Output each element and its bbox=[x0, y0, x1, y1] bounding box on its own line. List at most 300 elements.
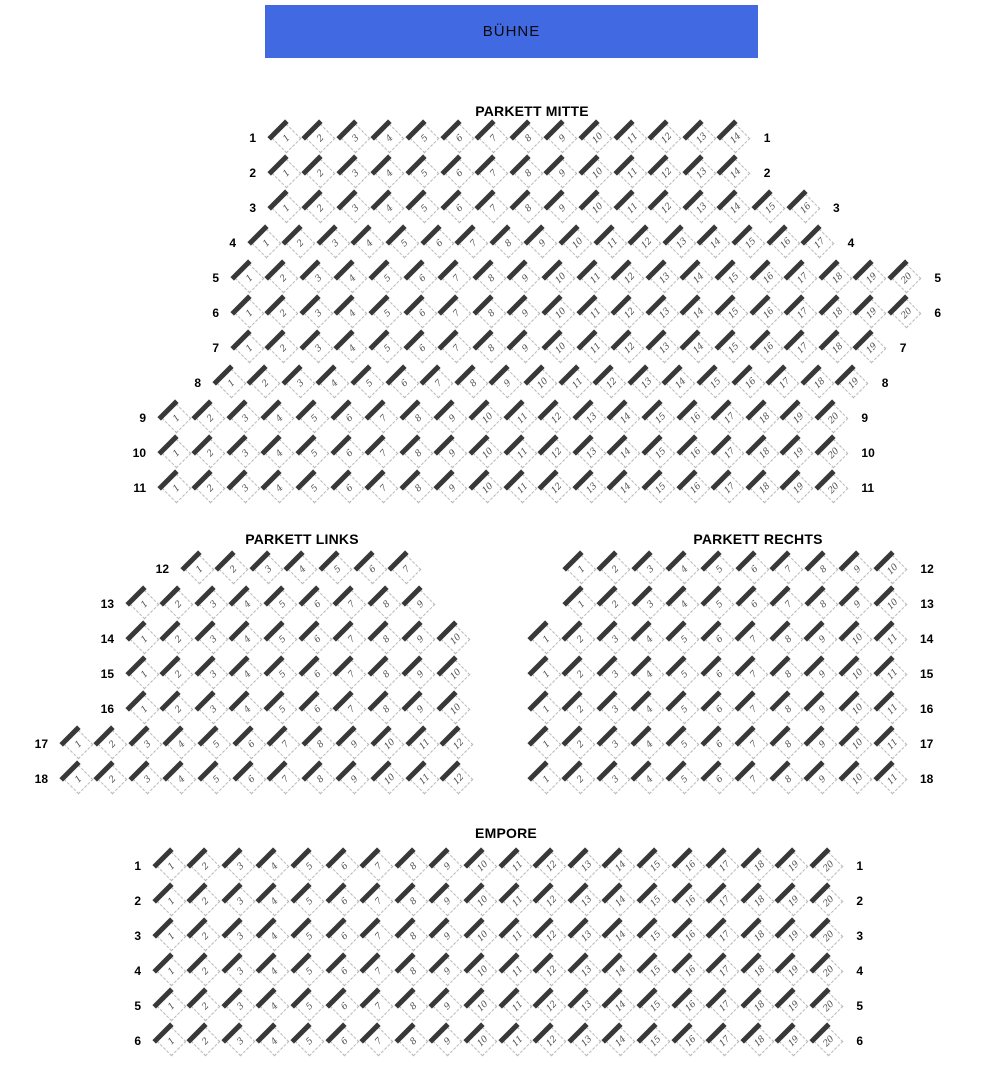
seat-parkett-mitte-row3-num2[interactable] bbox=[305, 192, 337, 224]
seat-parkett-mitte-row3-num10[interactable] bbox=[581, 192, 613, 224]
seat-parkett-mitte-row3-num7[interactable] bbox=[478, 192, 510, 224]
seat-parkett-rechts-row15-num1[interactable] bbox=[530, 658, 562, 690]
seat-parkett-mitte-row10-num12[interactable] bbox=[541, 437, 573, 469]
seat-empore-row3-num13[interactable] bbox=[570, 920, 602, 952]
seat-parkett-links-row14-num10[interactable] bbox=[439, 623, 471, 655]
seat-parkett-mitte-row1-num9[interactable] bbox=[547, 122, 579, 154]
seat-parkett-mitte-row4-num7[interactable] bbox=[458, 227, 490, 259]
seat-parkett-mitte-row11-num3[interactable] bbox=[229, 472, 261, 504]
seat-empore-row5-num2[interactable] bbox=[190, 990, 222, 1022]
seat-parkett-links-row17-num6[interactable] bbox=[235, 728, 267, 760]
seat-parkett-rechts-row15-num6[interactable] bbox=[703, 658, 735, 690]
seat-empore-row6-num6[interactable] bbox=[328, 1025, 360, 1057]
seat-empore-row4-num15[interactable] bbox=[639, 955, 671, 987]
seat-empore-row4-num14[interactable] bbox=[605, 955, 637, 987]
seat-parkett-rechts-row14-num8[interactable] bbox=[772, 623, 804, 655]
seat-parkett-mitte-row9-num16[interactable] bbox=[679, 402, 711, 434]
seat-parkett-mitte-row7-num13[interactable] bbox=[648, 332, 680, 364]
seat-parkett-mitte-row8-num14[interactable] bbox=[665, 367, 697, 399]
seat-empore-row5-num1[interactable] bbox=[155, 990, 187, 1022]
seat-parkett-rechts-row15-num10[interactable] bbox=[841, 658, 873, 690]
seat-empore-row2-num6[interactable] bbox=[328, 885, 360, 917]
seat-parkett-rechts-row13-num3[interactable] bbox=[634, 588, 666, 620]
seat-parkett-mitte-row2-num2[interactable] bbox=[305, 157, 337, 189]
seat-empore-row1-num17[interactable] bbox=[709, 850, 741, 882]
seat-parkett-rechts-row16-num8[interactable] bbox=[772, 693, 804, 725]
seat-parkett-links-row17-num2[interactable] bbox=[97, 728, 129, 760]
seat-parkett-mitte-row7-num16[interactable] bbox=[752, 332, 784, 364]
seat-parkett-links-row14-num2[interactable] bbox=[163, 623, 195, 655]
seat-parkett-mitte-row10-num7[interactable] bbox=[368, 437, 400, 469]
seat-parkett-mitte-row5-num20[interactable] bbox=[890, 262, 922, 294]
seat-parkett-mitte-row10-num4[interactable] bbox=[264, 437, 296, 469]
seat-parkett-rechts-row17-num1[interactable] bbox=[530, 728, 562, 760]
seat-parkett-mitte-row9-num19[interactable] bbox=[783, 402, 815, 434]
seat-parkett-mitte-row5-num11[interactable] bbox=[579, 262, 611, 294]
seat-parkett-links-row17-num3[interactable] bbox=[131, 728, 163, 760]
seat-parkett-mitte-row6-num9[interactable] bbox=[510, 297, 542, 329]
seat-empore-row4-num2[interactable] bbox=[190, 955, 222, 987]
seat-parkett-links-row18-num7[interactable] bbox=[270, 763, 302, 795]
seat-parkett-mitte-row3-num15[interactable] bbox=[754, 192, 786, 224]
seat-empore-row2-num16[interactable] bbox=[674, 885, 706, 917]
seat-parkett-mitte-row5-num8[interactable] bbox=[475, 262, 507, 294]
seat-empore-row5-num5[interactable] bbox=[293, 990, 325, 1022]
seat-parkett-mitte-row10-num5[interactable] bbox=[298, 437, 330, 469]
seat-parkett-mitte-row2-num11[interactable] bbox=[616, 157, 648, 189]
seat-parkett-mitte-row9-num20[interactable] bbox=[817, 402, 849, 434]
seat-parkett-mitte-row7-num5[interactable] bbox=[371, 332, 403, 364]
seat-parkett-rechts-row18-num7[interactable] bbox=[738, 763, 770, 795]
seat-parkett-rechts-row17-num6[interactable] bbox=[703, 728, 735, 760]
seat-empore-row6-num16[interactable] bbox=[674, 1025, 706, 1057]
seat-parkett-rechts-row12-num4[interactable] bbox=[669, 553, 701, 585]
seat-parkett-links-row18-num3[interactable] bbox=[131, 763, 163, 795]
seat-parkett-mitte-row5-num4[interactable] bbox=[337, 262, 369, 294]
seat-empore-row3-num4[interactable] bbox=[259, 920, 291, 952]
seat-empore-row4-num20[interactable] bbox=[812, 955, 844, 987]
seat-parkett-links-row16-num8[interactable] bbox=[370, 693, 402, 725]
seat-parkett-mitte-row9-num3[interactable] bbox=[229, 402, 261, 434]
seat-parkett-mitte-row8-num5[interactable] bbox=[353, 367, 385, 399]
seat-parkett-links-row18-num4[interactable] bbox=[166, 763, 198, 795]
seat-parkett-mitte-row10-num18[interactable] bbox=[748, 437, 780, 469]
seat-parkett-mitte-row5-num1[interactable] bbox=[233, 262, 265, 294]
seat-parkett-links-row12-num7[interactable] bbox=[391, 553, 423, 585]
seat-empore-row6-num15[interactable] bbox=[639, 1025, 671, 1057]
seat-empore-row2-num3[interactable] bbox=[224, 885, 256, 917]
seat-parkett-mitte-row6-num5[interactable] bbox=[371, 297, 403, 329]
seat-parkett-mitte-row9-num5[interactable] bbox=[298, 402, 330, 434]
seat-parkett-mitte-row1-num14[interactable] bbox=[720, 122, 752, 154]
seat-empore-row2-num9[interactable] bbox=[432, 885, 464, 917]
seat-parkett-mitte-row4-num5[interactable] bbox=[388, 227, 420, 259]
seat-parkett-mitte-row9-num18[interactable] bbox=[748, 402, 780, 434]
seat-parkett-mitte-row7-num6[interactable] bbox=[406, 332, 438, 364]
seat-parkett-mitte-row4-num10[interactable] bbox=[561, 227, 593, 259]
seat-parkett-mitte-row8-num11[interactable] bbox=[561, 367, 593, 399]
seat-parkett-mitte-row11-num9[interactable] bbox=[437, 472, 469, 504]
seat-parkett-links-row12-num6[interactable] bbox=[356, 553, 388, 585]
seat-parkett-rechts-row18-num6[interactable] bbox=[703, 763, 735, 795]
seat-parkett-links-row17-num8[interactable] bbox=[304, 728, 336, 760]
seat-parkett-links-row13-num8[interactable] bbox=[370, 588, 402, 620]
seat-parkett-mitte-row8-num15[interactable] bbox=[699, 367, 731, 399]
seat-parkett-mitte-row6-num15[interactable] bbox=[717, 297, 749, 329]
seat-parkett-links-row17-num11[interactable] bbox=[408, 728, 440, 760]
seat-empore-row1-num13[interactable] bbox=[570, 850, 602, 882]
seat-empore-row3-num2[interactable] bbox=[190, 920, 222, 952]
seat-empore-row5-num4[interactable] bbox=[259, 990, 291, 1022]
seat-parkett-rechts-row16-num10[interactable] bbox=[841, 693, 873, 725]
seat-empore-row2-num2[interactable] bbox=[190, 885, 222, 917]
seat-parkett-mitte-row7-num15[interactable] bbox=[717, 332, 749, 364]
seat-parkett-mitte-row11-num5[interactable] bbox=[298, 472, 330, 504]
seat-parkett-rechts-row16-num9[interactable] bbox=[807, 693, 839, 725]
seat-parkett-mitte-row10-num15[interactable] bbox=[644, 437, 676, 469]
seat-parkett-rechts-row12-num8[interactable] bbox=[807, 553, 839, 585]
seat-empore-row5-num10[interactable] bbox=[466, 990, 498, 1022]
seat-empore-row6-num7[interactable] bbox=[363, 1025, 395, 1057]
seat-parkett-mitte-row7-num18[interactable] bbox=[821, 332, 853, 364]
seat-empore-row2-num4[interactable] bbox=[259, 885, 291, 917]
seat-parkett-mitte-row8-num2[interactable] bbox=[250, 367, 282, 399]
seat-parkett-links-row13-num4[interactable] bbox=[232, 588, 264, 620]
seat-parkett-mitte-row11-num12[interactable] bbox=[541, 472, 573, 504]
seat-parkett-links-row15-num9[interactable] bbox=[405, 658, 437, 690]
seat-empore-row1-num18[interactable] bbox=[743, 850, 775, 882]
seat-parkett-mitte-row6-num10[interactable] bbox=[544, 297, 576, 329]
seat-parkett-mitte-row11-num2[interactable] bbox=[195, 472, 227, 504]
seat-empore-row3-num18[interactable] bbox=[743, 920, 775, 952]
seat-parkett-mitte-row7-num12[interactable] bbox=[614, 332, 646, 364]
seat-parkett-mitte-row8-num6[interactable] bbox=[388, 367, 420, 399]
seat-parkett-mitte-row11-num6[interactable] bbox=[333, 472, 365, 504]
seat-empore-row4-num8[interactable] bbox=[397, 955, 429, 987]
seat-empore-row3-num19[interactable] bbox=[778, 920, 810, 952]
seat-parkett-mitte-row11-num14[interactable] bbox=[610, 472, 642, 504]
seat-empore-row6-num8[interactable] bbox=[397, 1025, 429, 1057]
seat-parkett-mitte-row7-num8[interactable] bbox=[475, 332, 507, 364]
seat-empore-row6-num14[interactable] bbox=[605, 1025, 637, 1057]
seat-parkett-links-row16-num5[interactable] bbox=[266, 693, 298, 725]
seat-parkett-rechts-row12-num7[interactable] bbox=[773, 553, 805, 585]
seat-parkett-links-row15-num10[interactable] bbox=[439, 658, 471, 690]
seat-parkett-mitte-row9-num13[interactable] bbox=[575, 402, 607, 434]
seat-parkett-mitte-row9-num11[interactable] bbox=[506, 402, 538, 434]
seat-parkett-mitte-row2-num1[interactable] bbox=[270, 157, 302, 189]
seat-parkett-mitte-row8-num13[interactable] bbox=[630, 367, 662, 399]
seat-parkett-mitte-row3-num1[interactable] bbox=[270, 192, 302, 224]
seat-parkett-mitte-row8-num16[interactable] bbox=[734, 367, 766, 399]
seat-parkett-links-row13-num2[interactable] bbox=[163, 588, 195, 620]
seat-parkett-links-row16-num2[interactable] bbox=[163, 693, 195, 725]
seat-empore-row5-num7[interactable] bbox=[363, 990, 395, 1022]
seat-parkett-mitte-row8-num19[interactable] bbox=[838, 367, 870, 399]
seat-empore-row3-num7[interactable] bbox=[363, 920, 395, 952]
seat-parkett-mitte-row3-num4[interactable] bbox=[374, 192, 406, 224]
seat-empore-row6-num5[interactable] bbox=[293, 1025, 325, 1057]
seat-parkett-mitte-row9-num17[interactable] bbox=[714, 402, 746, 434]
seat-parkett-links-row18-num5[interactable] bbox=[200, 763, 232, 795]
seat-empore-row6-num20[interactable] bbox=[812, 1025, 844, 1057]
seat-empore-row5-num19[interactable] bbox=[778, 990, 810, 1022]
seat-parkett-mitte-row5-num16[interactable] bbox=[752, 262, 784, 294]
seat-parkett-mitte-row4-num6[interactable] bbox=[423, 227, 455, 259]
seat-empore-row1-num20[interactable] bbox=[812, 850, 844, 882]
seat-parkett-mitte-row11-num17[interactable] bbox=[714, 472, 746, 504]
seat-empore-row6-num13[interactable] bbox=[570, 1025, 602, 1057]
seat-parkett-rechts-row14-num1[interactable] bbox=[530, 623, 562, 655]
seat-parkett-links-row16-num1[interactable] bbox=[128, 693, 160, 725]
seat-parkett-mitte-row11-num18[interactable] bbox=[748, 472, 780, 504]
seat-parkett-rechts-row13-num9[interactable] bbox=[842, 588, 874, 620]
seat-parkett-rechts-row16-num11[interactable] bbox=[876, 693, 908, 725]
seat-parkett-mitte-row4-num11[interactable] bbox=[596, 227, 628, 259]
seat-empore-row6-num12[interactable] bbox=[536, 1025, 568, 1057]
seat-empore-row4-num1[interactable] bbox=[155, 955, 187, 987]
seat-empore-row6-num18[interactable] bbox=[743, 1025, 775, 1057]
seat-empore-row5-num12[interactable] bbox=[536, 990, 568, 1022]
seat-parkett-rechts-row18-num10[interactable] bbox=[841, 763, 873, 795]
seat-parkett-links-row14-num9[interactable] bbox=[405, 623, 437, 655]
seat-empore-row3-num8[interactable] bbox=[397, 920, 429, 952]
seat-parkett-links-row17-num1[interactable] bbox=[62, 728, 94, 760]
seat-parkett-rechts-row14-num4[interactable] bbox=[634, 623, 666, 655]
seat-empore-row3-num3[interactable] bbox=[224, 920, 256, 952]
seat-parkett-mitte-row11-num13[interactable] bbox=[575, 472, 607, 504]
seat-parkett-rechts-row18-num5[interactable] bbox=[668, 763, 700, 795]
seat-parkett-mitte-row6-num18[interactable] bbox=[821, 297, 853, 329]
seat-empore-row3-num1[interactable] bbox=[155, 920, 187, 952]
seat-parkett-mitte-row1-num5[interactable] bbox=[408, 122, 440, 154]
seat-parkett-mitte-row7-num1[interactable] bbox=[233, 332, 265, 364]
seat-parkett-mitte-row7-num7[interactable] bbox=[441, 332, 473, 364]
seat-parkett-mitte-row6-num11[interactable] bbox=[579, 297, 611, 329]
seat-parkett-mitte-row10-num1[interactable] bbox=[160, 437, 192, 469]
seat-empore-row3-num5[interactable] bbox=[293, 920, 325, 952]
seat-empore-row4-num10[interactable] bbox=[466, 955, 498, 987]
seat-empore-row1-num10[interactable] bbox=[466, 850, 498, 882]
seat-parkett-rechts-row17-num4[interactable] bbox=[634, 728, 666, 760]
seat-parkett-mitte-row4-num2[interactable] bbox=[285, 227, 317, 259]
seat-parkett-mitte-row9-num2[interactable] bbox=[195, 402, 227, 434]
seat-empore-row5-num8[interactable] bbox=[397, 990, 429, 1022]
seat-empore-row3-num10[interactable] bbox=[466, 920, 498, 952]
seat-parkett-links-row13-num9[interactable] bbox=[405, 588, 437, 620]
seat-parkett-mitte-row10-num2[interactable] bbox=[195, 437, 227, 469]
seat-empore-row3-num15[interactable] bbox=[639, 920, 671, 952]
seat-parkett-links-row17-num5[interactable] bbox=[200, 728, 232, 760]
seat-empore-row4-num11[interactable] bbox=[501, 955, 533, 987]
seat-parkett-mitte-row1-num8[interactable] bbox=[512, 122, 544, 154]
seat-empore-row1-num15[interactable] bbox=[639, 850, 671, 882]
seat-parkett-rechts-row13-num5[interactable] bbox=[703, 588, 735, 620]
seat-empore-row4-num13[interactable] bbox=[570, 955, 602, 987]
seat-parkett-links-row16-num9[interactable] bbox=[405, 693, 437, 725]
seat-parkett-mitte-row7-num10[interactable] bbox=[544, 332, 576, 364]
seat-parkett-links-row13-num1[interactable] bbox=[128, 588, 160, 620]
seat-parkett-rechts-row14-num3[interactable] bbox=[599, 623, 631, 655]
seat-parkett-links-row15-num1[interactable] bbox=[128, 658, 160, 690]
seat-parkett-links-row18-num6[interactable] bbox=[235, 763, 267, 795]
seat-parkett-mitte-row4-num13[interactable] bbox=[665, 227, 697, 259]
seat-parkett-rechts-row13-num6[interactable] bbox=[738, 588, 770, 620]
seat-parkett-rechts-row14-num11[interactable] bbox=[876, 623, 908, 655]
seat-empore-row6-num19[interactable] bbox=[778, 1025, 810, 1057]
seat-parkett-mitte-row3-num16[interactable] bbox=[789, 192, 821, 224]
seat-parkett-mitte-row3-num5[interactable] bbox=[408, 192, 440, 224]
seat-parkett-mitte-row7-num3[interactable] bbox=[302, 332, 334, 364]
seat-parkett-rechts-row14-num2[interactable] bbox=[565, 623, 597, 655]
seat-parkett-rechts-row15-num9[interactable] bbox=[807, 658, 839, 690]
seat-parkett-rechts-row17-num10[interactable] bbox=[841, 728, 873, 760]
seat-parkett-rechts-row16-num3[interactable] bbox=[599, 693, 631, 725]
seat-parkett-mitte-row4-num12[interactable] bbox=[631, 227, 663, 259]
seat-parkett-rechts-row16-num2[interactable] bbox=[565, 693, 597, 725]
seat-empore-row1-num16[interactable] bbox=[674, 850, 706, 882]
seat-parkett-mitte-row3-num11[interactable] bbox=[616, 192, 648, 224]
seat-parkett-mitte-row5-num3[interactable] bbox=[302, 262, 334, 294]
seat-parkett-mitte-row2-num4[interactable] bbox=[374, 157, 406, 189]
seat-parkett-mitte-row4-num1[interactable] bbox=[250, 227, 282, 259]
seat-parkett-mitte-row7-num2[interactable] bbox=[268, 332, 300, 364]
seat-empore-row2-num14[interactable] bbox=[605, 885, 637, 917]
seat-parkett-mitte-row6-num14[interactable] bbox=[683, 297, 715, 329]
seat-parkett-mitte-row11-num4[interactable] bbox=[264, 472, 296, 504]
seat-empore-row2-num13[interactable] bbox=[570, 885, 602, 917]
seat-empore-row3-num9[interactable] bbox=[432, 920, 464, 952]
seat-empore-row2-num15[interactable] bbox=[639, 885, 671, 917]
seat-parkett-mitte-row4-num17[interactable] bbox=[804, 227, 836, 259]
seat-empore-row5-num14[interactable] bbox=[605, 990, 637, 1022]
seat-parkett-mitte-row2-num14[interactable] bbox=[720, 157, 752, 189]
seat-parkett-rechts-row15-num11[interactable] bbox=[876, 658, 908, 690]
seat-parkett-rechts-row17-num7[interactable] bbox=[738, 728, 770, 760]
seat-parkett-mitte-row8-num18[interactable] bbox=[803, 367, 835, 399]
seat-parkett-rechts-row16-num1[interactable] bbox=[530, 693, 562, 725]
seat-empore-row2-num5[interactable] bbox=[293, 885, 325, 917]
seat-parkett-links-row18-num12[interactable] bbox=[443, 763, 475, 795]
seat-parkett-mitte-row4-num14[interactable] bbox=[700, 227, 732, 259]
seat-parkett-links-row18-num8[interactable] bbox=[304, 763, 336, 795]
seat-parkett-mitte-row5-num12[interactable] bbox=[614, 262, 646, 294]
seat-parkett-mitte-row10-num17[interactable] bbox=[714, 437, 746, 469]
seat-parkett-mitte-row6-num17[interactable] bbox=[787, 297, 819, 329]
seat-parkett-mitte-row10-num3[interactable] bbox=[229, 437, 261, 469]
seat-parkett-mitte-row4-num8[interactable] bbox=[492, 227, 524, 259]
seat-parkett-links-row13-num5[interactable] bbox=[266, 588, 298, 620]
seat-empore-row1-num2[interactable] bbox=[190, 850, 222, 882]
seat-parkett-links-row14-num8[interactable] bbox=[370, 623, 402, 655]
seat-empore-row6-num10[interactable] bbox=[466, 1025, 498, 1057]
seat-empore-row2-num1[interactable] bbox=[155, 885, 187, 917]
seat-empore-row1-num7[interactable] bbox=[363, 850, 395, 882]
seat-parkett-mitte-row9-num15[interactable] bbox=[644, 402, 676, 434]
seat-empore-row1-num1[interactable] bbox=[155, 850, 187, 882]
seat-parkett-mitte-row2-num3[interactable] bbox=[339, 157, 371, 189]
seat-empore-row1-num12[interactable] bbox=[536, 850, 568, 882]
seat-empore-row6-num17[interactable] bbox=[709, 1025, 741, 1057]
seat-parkett-mitte-row6-num13[interactable] bbox=[648, 297, 680, 329]
seat-empore-row1-num19[interactable] bbox=[778, 850, 810, 882]
seat-parkett-links-row17-num9[interactable] bbox=[339, 728, 371, 760]
seat-parkett-mitte-row7-num11[interactable] bbox=[579, 332, 611, 364]
seat-parkett-rechts-row13-num4[interactable] bbox=[669, 588, 701, 620]
seat-parkett-mitte-row8-num4[interactable] bbox=[319, 367, 351, 399]
seat-parkett-mitte-row2-num13[interactable] bbox=[685, 157, 717, 189]
seat-parkett-mitte-row8-num3[interactable] bbox=[284, 367, 316, 399]
seat-parkett-rechts-row15-num8[interactable] bbox=[772, 658, 804, 690]
seat-parkett-mitte-row2-num10[interactable] bbox=[581, 157, 613, 189]
seat-parkett-mitte-row5-num10[interactable] bbox=[544, 262, 576, 294]
seat-parkett-mitte-row7-num9[interactable] bbox=[510, 332, 542, 364]
seat-parkett-rechts-row18-num1[interactable] bbox=[530, 763, 562, 795]
seat-parkett-links-row15-num8[interactable] bbox=[370, 658, 402, 690]
seat-parkett-mitte-row11-num7[interactable] bbox=[368, 472, 400, 504]
seat-parkett-rechts-row17-num5[interactable] bbox=[668, 728, 700, 760]
seat-parkett-mitte-row10-num16[interactable] bbox=[679, 437, 711, 469]
seat-parkett-rechts-row17-num2[interactable] bbox=[565, 728, 597, 760]
seat-parkett-mitte-row7-num14[interactable] bbox=[683, 332, 715, 364]
seat-parkett-mitte-row8-num1[interactable] bbox=[215, 367, 247, 399]
seat-parkett-mitte-row11-num20[interactable] bbox=[817, 472, 849, 504]
seat-parkett-mitte-row1-num3[interactable] bbox=[339, 122, 371, 154]
seat-empore-row4-num4[interactable] bbox=[259, 955, 291, 987]
seat-parkett-rechts-row14-num9[interactable] bbox=[807, 623, 839, 655]
seat-parkett-mitte-row6-num20[interactable] bbox=[890, 297, 922, 329]
seat-empore-row1-num5[interactable] bbox=[293, 850, 325, 882]
seat-parkett-links-row13-num3[interactable] bbox=[197, 588, 229, 620]
seat-parkett-rechts-row16-num5[interactable] bbox=[668, 693, 700, 725]
seat-empore-row3-num14[interactable] bbox=[605, 920, 637, 952]
seat-parkett-mitte-row11-num8[interactable] bbox=[402, 472, 434, 504]
seat-empore-row1-num6[interactable] bbox=[328, 850, 360, 882]
seat-parkett-links-row18-num2[interactable] bbox=[97, 763, 129, 795]
seat-parkett-mitte-row2-num8[interactable] bbox=[512, 157, 544, 189]
seat-empore-row2-num12[interactable] bbox=[536, 885, 568, 917]
seat-empore-row5-num20[interactable] bbox=[812, 990, 844, 1022]
seat-parkett-mitte-row5-num5[interactable] bbox=[371, 262, 403, 294]
seat-parkett-links-row15-num6[interactable] bbox=[301, 658, 333, 690]
seat-empore-row4-num5[interactable] bbox=[293, 955, 325, 987]
seat-parkett-mitte-row3-num9[interactable] bbox=[547, 192, 579, 224]
seat-parkett-rechts-row18-num2[interactable] bbox=[565, 763, 597, 795]
seat-parkett-rechts-row14-num5[interactable] bbox=[668, 623, 700, 655]
seat-parkett-rechts-row17-num9[interactable] bbox=[807, 728, 839, 760]
seat-empore-row5-num17[interactable] bbox=[709, 990, 741, 1022]
seat-parkett-links-row15-num5[interactable] bbox=[266, 658, 298, 690]
seat-parkett-mitte-row1-num4[interactable] bbox=[374, 122, 406, 154]
seat-parkett-links-row17-num12[interactable] bbox=[443, 728, 475, 760]
seat-parkett-mitte-row8-num9[interactable] bbox=[492, 367, 524, 399]
seat-parkett-rechts-row12-num3[interactable] bbox=[634, 553, 666, 585]
seat-parkett-mitte-row10-num11[interactable] bbox=[506, 437, 538, 469]
seat-parkett-rechts-row17-num11[interactable] bbox=[876, 728, 908, 760]
seat-parkett-mitte-row6-num1[interactable] bbox=[233, 297, 265, 329]
seat-parkett-rechts-row17-num3[interactable] bbox=[599, 728, 631, 760]
seat-parkett-links-row16-num6[interactable] bbox=[301, 693, 333, 725]
seat-parkett-mitte-row8-num12[interactable] bbox=[596, 367, 628, 399]
seat-parkett-links-row16-num10[interactable] bbox=[439, 693, 471, 725]
seat-empore-row3-num16[interactable] bbox=[674, 920, 706, 952]
seat-parkett-rechts-row13-num10[interactable] bbox=[876, 588, 908, 620]
seat-parkett-mitte-row1-num10[interactable] bbox=[581, 122, 613, 154]
seat-parkett-mitte-row5-num7[interactable] bbox=[441, 262, 473, 294]
seat-parkett-mitte-row7-num17[interactable] bbox=[787, 332, 819, 364]
seat-parkett-mitte-row7-num19[interactable] bbox=[856, 332, 888, 364]
seat-parkett-mitte-row7-num4[interactable] bbox=[337, 332, 369, 364]
